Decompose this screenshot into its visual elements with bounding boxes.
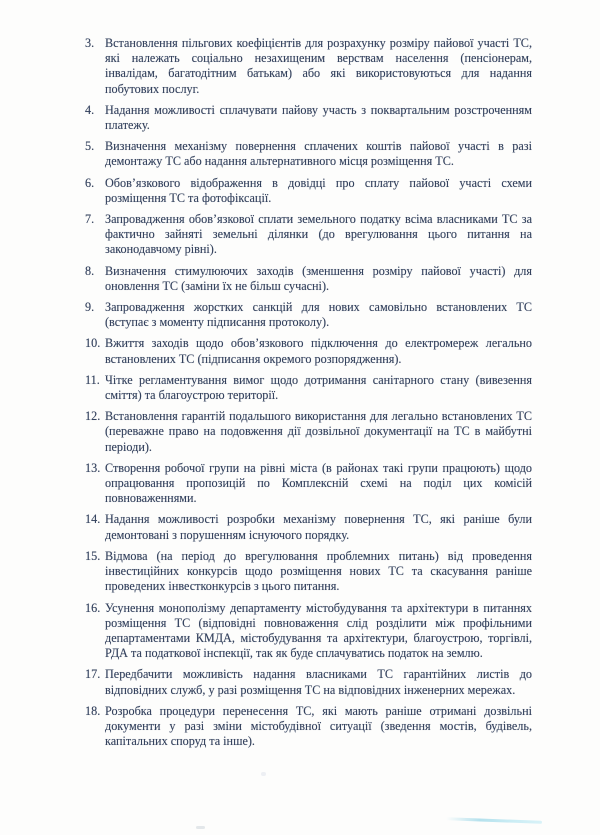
list-item <box>85 512 532 542</box>
scan-speck <box>196 826 205 829</box>
item-text-line: які належать соціально незахищеним верствам населення (пенсіонерам, <box>105 51 532 66</box>
item-text-line: Чітке регламентування вимог щодо дотримання санітарного стану (вивезення <box>105 372 532 387</box>
item-number: 13. <box>85 460 101 475</box>
item-text-line: опрацювання пропозицій по Комплексній схемі на поділ цих комісій <box>105 476 532 491</box>
scanner-streak-artifact <box>446 817 542 824</box>
item-text-line: Створення робочої групи на рівні міста (в районах такі групи працюють) щодо <box>105 460 532 475</box>
item-text-line: встановлених ТС (підписання окремого розпорядження). <box>105 351 402 366</box>
item-text-line: Усунення монополізму департаменту містобудування та архітектури в питаннях <box>105 600 532 615</box>
scan-speck <box>261 772 266 776</box>
list-item <box>85 212 532 258</box>
item-text-line: Надання можливості сплачувати пайову участь з поквартальним розстроченням <box>105 102 532 117</box>
item-text-line: фактично зайняті земельні ділянки (до врегулювання цього питання на <box>105 227 532 242</box>
item-number: 16. <box>85 600 101 615</box>
item-text-line: Визначення стимулюючих заходів (зменшення розміру пайової участі) для <box>105 263 532 278</box>
item-text-line: Вжиття заходів щодо обов’язкового підключення до електромереж легально <box>105 336 532 351</box>
list-item <box>85 667 532 697</box>
list-item <box>85 36 532 97</box>
item-number: 5. <box>85 139 95 154</box>
item-text-line: періоди). <box>105 439 152 454</box>
item-text-line: розміщення ТС (відповідні повноваження слід розділити між профільними <box>105 615 532 630</box>
item-text-line: РДА та податкової інспекції, так як буде сплачуватись податок на землю. <box>105 646 483 661</box>
list-item <box>85 176 532 206</box>
item-number: 17. <box>85 667 101 682</box>
item-number: 6. <box>85 175 95 190</box>
item-number: 15. <box>85 548 101 563</box>
item-text-line: побутових послуг. <box>105 81 200 96</box>
item-number: 10. <box>85 336 101 351</box>
item-text-line: документи у разі зміни містобудівної ситуації (зведення мостів, будівель, <box>105 718 532 733</box>
item-text-line: відповідних служб, у разі розміщення ТС на відповідних інженерних мережах. <box>105 682 516 697</box>
item-text-line: (переважне право на подовження дії дозвільної документації на ТС в майбутні <box>105 424 532 439</box>
list-item <box>85 373 532 403</box>
item-text-line: капітальних споруд та інше). <box>105 734 255 749</box>
list-item <box>85 704 532 750</box>
list-item <box>85 103 532 133</box>
item-text-line: Надання можливості розробки механізму повернення ТС, які раніше були <box>105 512 532 527</box>
item-text-line: Запровадження обов’язкової сплати земельного податку всіма власниками ТС за <box>105 212 532 227</box>
item-number: 7. <box>85 212 95 227</box>
item-text-line: повноваженнями. <box>105 491 197 506</box>
item-number: 11. <box>85 372 100 387</box>
item-number: 4. <box>85 102 95 117</box>
item-text-line: демонтажу ТС або надання альтернативного місця розміщення ТС. <box>105 154 454 169</box>
item-number: 9. <box>85 300 95 315</box>
numbered-list <box>85 36 532 755</box>
item-number: 18. <box>85 703 101 718</box>
item-text-line: Встановлення пільгових коефіцієнтів для розрахунку розміру пайової участі ТС, <box>105 36 532 50</box>
item-number: 3. <box>85 36 95 50</box>
item-number: 14. <box>85 512 101 527</box>
item-text-line: інвалідам, багатодітним батькам) або які використовуються для надання <box>105 66 532 81</box>
item-text-line: Визначення механізму повернення сплачених коштів пайової участі в разі <box>105 139 532 154</box>
item-text-line: платежу. <box>105 118 150 133</box>
item-text-line: (вступає з моменту підписання протоколу). <box>105 315 330 330</box>
item-text-line: оновлення ТС (заміни їх не більш сучасні). <box>105 278 330 293</box>
item-number: 12. <box>85 409 101 424</box>
item-text-line: сміття) та благоустрою території. <box>105 388 279 403</box>
item-text-line: законодавчому рівні). <box>105 242 217 257</box>
list-item <box>85 461 532 507</box>
item-text-line: Обов’язкового відображення в довідці про сплату пайової участі схеми <box>105 175 532 190</box>
item-number: 8. <box>85 263 95 278</box>
list-item <box>85 336 532 366</box>
list-item <box>85 139 532 169</box>
item-text-line: демонтовані з порушенням існуючого порядку. <box>105 527 350 542</box>
item-text-line: Встановлення гарантій подальшого використання для легально встановлених ТС <box>105 409 532 424</box>
list-item <box>85 264 532 294</box>
item-text-line: інвестиційних конкурсів щодо розміщення нових ТС та скасування раніше <box>105 564 532 579</box>
item-text-line: Розробка процедури перенесення ТС, які мають раніше отримані дозвільні <box>105 703 532 718</box>
list-item <box>85 601 532 662</box>
item-text-line: Запровадження жорстких санкцій для нових самовільно встановлених ТС <box>105 300 532 315</box>
item-text-line: Відмова (на період до врегулювання проблемних питань) від проведення <box>105 548 532 563</box>
item-text-line: розміщення ТС та фотофіксації. <box>105 190 272 205</box>
list-item <box>85 300 532 330</box>
list-item <box>85 409 532 455</box>
item-text-line: Передбачити можливість надання власниками ТС гарантійних листів до <box>105 667 532 682</box>
list-item <box>85 549 532 595</box>
item-text-line: департаментами КМДА, містобудування та архітектури, благоустрою, торгівлі, <box>105 630 532 645</box>
item-text-line: проведених інвестконкурсів з цього питання. <box>105 579 340 594</box>
